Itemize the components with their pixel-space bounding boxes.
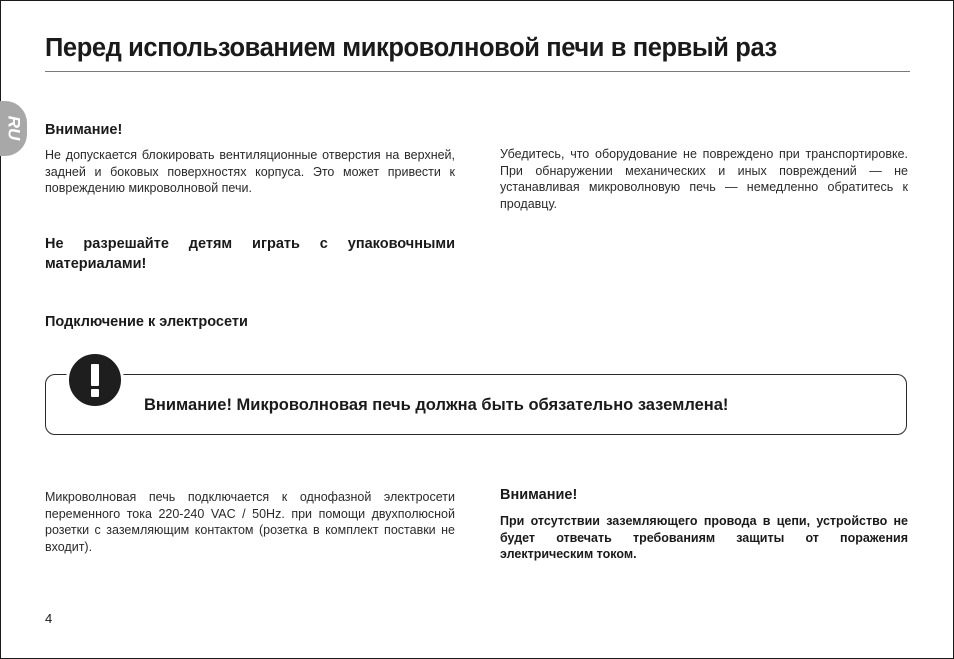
connection-text: Микроволновая печь подключается к однофазной электросети переменного тока 220-240 VAC / 50Hz. при помощи двухполюсной розетки с заземляющим контактом (розетка в комплект поставки не входит). [45, 490, 455, 554]
attention-heading: Внимание! [45, 122, 123, 138]
page-number: 4 [45, 611, 53, 626]
title-divider [45, 71, 910, 72]
grounding-attention-text: При отсутствии заземляющего провода в цепи, устройство не будет отвечать требованиям защиты от поражения электрическим током. [500, 514, 908, 561]
language-tab-label: RU [4, 115, 24, 141]
exclamation-icon [66, 351, 124, 409]
connection-heading: Подключение к электросети [45, 314, 248, 330]
ventilation-warning-text: Не допускается блокировать вентиляционные отверстия на верхней, задней и боковых поверхностях корпуса. Это может привести к повреждению микроволновой печи. [45, 148, 455, 195]
grounding-warning-box [45, 374, 907, 435]
grounding-warning-text: Внимание! Микроволновая печь должна быть обязательно заземлена! [144, 396, 729, 414]
attention-heading-2: Внимание! [500, 487, 578, 503]
children-warning-heading: Не разрешайте детям играть с упаковочными материалами! [45, 236, 455, 272]
transport-damage-text: Убедитесь, что оборудование не повреждено при транспортировке. При обнаружении механических и иных повреждений — не устанавливая микроволновую печь — немедленно обратитесь к продавцу. [500, 147, 908, 211]
page-title: Перед использованием микроволновой печи в первый раз [45, 34, 777, 62]
